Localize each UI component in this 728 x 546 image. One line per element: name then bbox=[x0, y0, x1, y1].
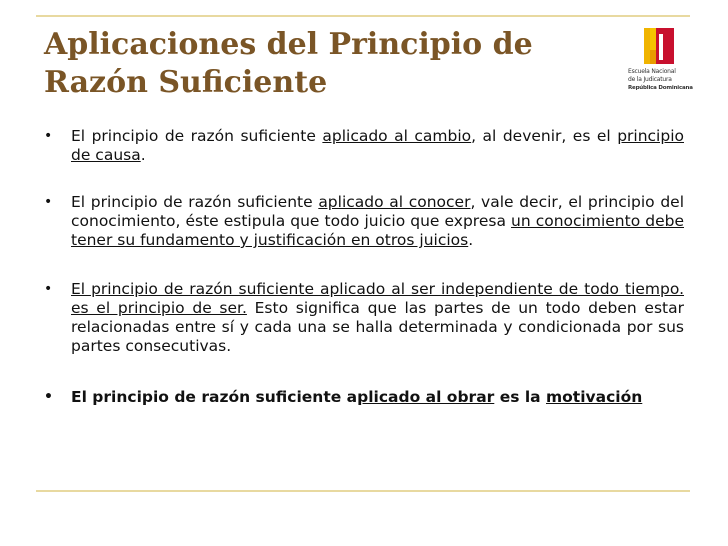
underlined-term: un conocimiento debe tener su fundamento y justificación en otros juicios bbox=[71, 212, 684, 249]
bullet-item: • El principio de razón suficiente aplicado al conocer, vale decir, el principio del conocimiento, éste estipula que todo juicio que expresa un conocimiento debe tener su fundamento y justificación en otros juicios. bbox=[44, 193, 684, 249]
top-divider bbox=[36, 15, 690, 17]
underlined-term: principio de causa bbox=[71, 127, 684, 164]
bullet-marker: • bbox=[44, 128, 53, 144]
bullet-list bbox=[44, 127, 684, 407]
underlined-term: plicado al obrar bbox=[357, 388, 495, 406]
underlined-term: El principio de razón suficiente aplicado al ser independiente de todo tiempo. es el principio de ser. bbox=[71, 280, 684, 317]
bottom-divider bbox=[36, 490, 690, 492]
bullet-item: • El principio de razón suficiente aplicado al cambio, al devenir, es el principio de causa. bbox=[44, 127, 684, 164]
bullet-marker: • bbox=[44, 194, 53, 210]
bullet-marker: • bbox=[44, 281, 53, 297]
underlined-term: aplicado al cambio bbox=[322, 127, 472, 145]
slide-title: Aplicaciones del Principio de Razón Suficiente bbox=[44, 27, 533, 100]
bullet-item: • El principio de razón suficiente aplicado al obrar es la motivación bbox=[44, 388, 643, 406]
bullet-item: • El principio de razón suficiente aplicado al ser independiente de todo tiempo. es el principio de ser. Esto significa que las partes de un todo deben estar relacionadas entre sí y cada una se halla determinada y condicionada por sus partes consecutivas. bbox=[44, 280, 684, 355]
logo-line-3: República Dominicana bbox=[628, 85, 693, 91]
judicial-school-emblem-icon bbox=[644, 28, 674, 64]
bullet-marker: • bbox=[44, 389, 53, 405]
underlined-term: aplicado al conocer bbox=[318, 193, 471, 211]
logo-line-2: de la Judicatura bbox=[628, 76, 672, 83]
institution-logo bbox=[628, 28, 693, 98]
logo-line-1: Escuela Nacional bbox=[628, 68, 676, 75]
underlined-term: motivación bbox=[546, 388, 643, 406]
